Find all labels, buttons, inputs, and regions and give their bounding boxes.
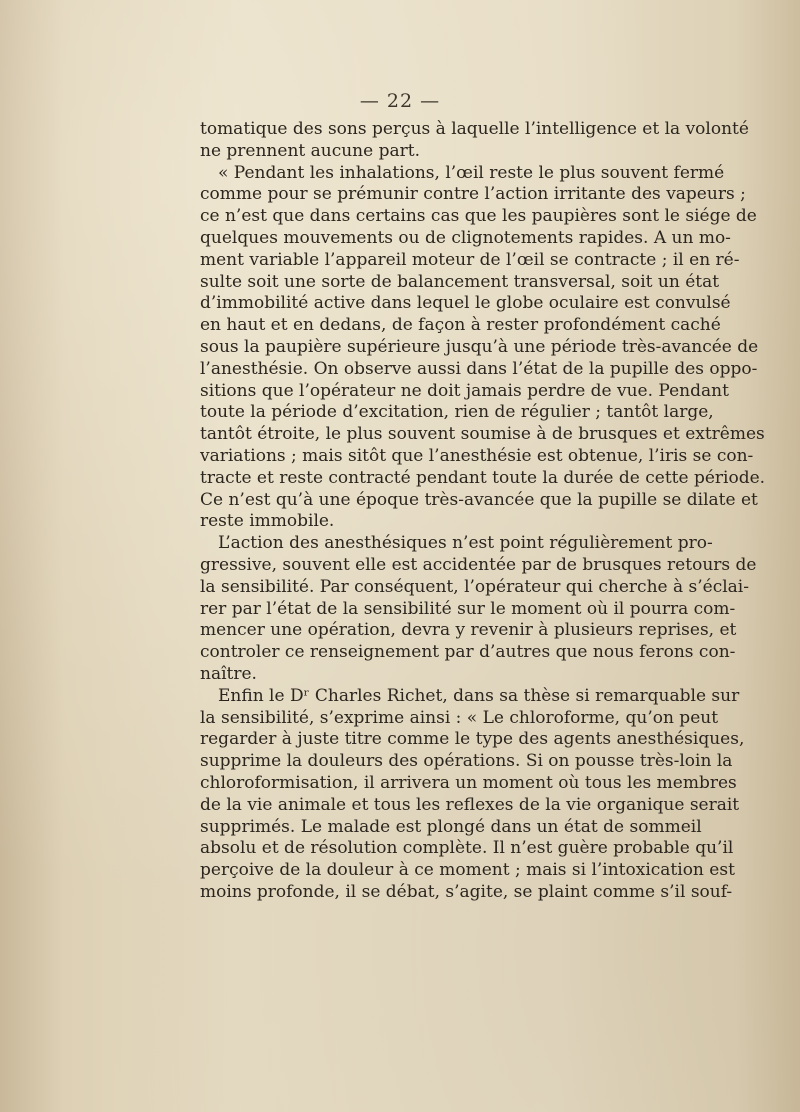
text-line: toute la période d’excitation, rien de régulier ; tantôt large, (200, 402, 714, 423)
text-line: regarder à juste titre comme le type des agents anesthésiques, (200, 729, 745, 750)
paragraph (200, 685, 745, 904)
text-line: controler ce renseignement par d’autres que nous ferons con- (200, 642, 736, 663)
text-line: de la vie animale et tous les reflexes de la vie organique serait (200, 794, 740, 815)
text-line: supprimés. Le malade est plongé dans un état de sommeil (200, 816, 702, 837)
text-line: absolu et de résolution complète. Il n’est guère probable qu’il (200, 838, 734, 859)
text-line: L’action des anesthésiques n’est point régulièrement pro- (218, 533, 713, 554)
text-line: Ce n’est qu’à une époque très-avancée que la pupille se dilate et (200, 489, 758, 510)
text-line: « Pendant les inhalations, l’œil reste le plus souvent fermé (218, 162, 725, 183)
text-line: ce n’est que dans certains cas que les paupières sont le siége de (200, 206, 757, 227)
text-line: naître. (200, 663, 257, 684)
text-line: sitions que l’opérateur ne doit jamais perdre de vue. Pendant (200, 380, 729, 401)
text-line: variations ; mais sitôt que l’anesthésie est obtenue, l’iris se con- (200, 445, 754, 466)
text-line: ment variable l’appareil moteur de l’œil se contracte ; il en ré- (200, 249, 740, 270)
text-line: mencer une opération, devra y revenir à plusieurs reprises, et (200, 620, 737, 641)
body-text (200, 119, 766, 904)
text-line: sous la paupière supérieure jusqu’à une période très-avancée de (200, 336, 759, 357)
text-line: tracte et reste contracté pendant toute la durée de cette période. (200, 467, 766, 488)
text-line: l’anesthésie. On observe aussi dans l’état de la pupille des oppo- (200, 358, 758, 379)
text-line: en haut et en dedans, de façon à rester profondément caché (200, 315, 721, 336)
text-line: sulte soit une sorte de balancement transversal, soit un état (200, 271, 720, 292)
text-line: d’immobilité active dans lequel le globe oculaire est convulsé (200, 293, 731, 314)
text-line: perçoive de la douleur à ce moment ; mais si l’intoxication est (200, 860, 735, 881)
text-line: reste immobile. (200, 511, 335, 532)
text-line: chloroformisation, il arrivera un moment où tous les membres (200, 772, 737, 793)
paragraph (200, 119, 749, 163)
text-line: tantôt étroite, le plus souvent soumise à de brusques et extrêmes (200, 424, 765, 445)
text-line: ne prennent aucune part. (200, 140, 420, 161)
page-number: — 22 — (359, 90, 441, 112)
paragraph (200, 533, 757, 686)
text-line: moins profonde, il se débat, s’agite, se plaint comme s’il souf- (200, 881, 733, 902)
text-line: gressive, souvent elle est accidentée par de brusques retours de (200, 554, 757, 575)
text-line: la sensibilité. Par conséquent, l’opérateur qui cherche à s’éclai- (200, 576, 749, 597)
paragraph (200, 162, 766, 534)
text-line: comme pour se prémunir contre l’action irritante des vapeurs ; (200, 184, 746, 205)
text-line: Enfin le Dʳ Charles Richet, dans sa thèse si remarquable sur (218, 685, 740, 706)
text-line: tomatique des sons perçus à laquelle l’intelligence et la volonté (200, 119, 749, 139)
text-line: supprime la douleurs des opérations. Si on pousse très-loin la (200, 751, 733, 772)
text-line: rer par l’état de la sensibilité sur le moment où il pourra com- (200, 598, 736, 619)
text-line: quelques mouvements ou de clignotements rapides. A un mo- (200, 227, 731, 248)
text-line: la sensibilité, s’exprime ainsi : « Le chloroforme, qu’on peut (200, 707, 719, 728)
